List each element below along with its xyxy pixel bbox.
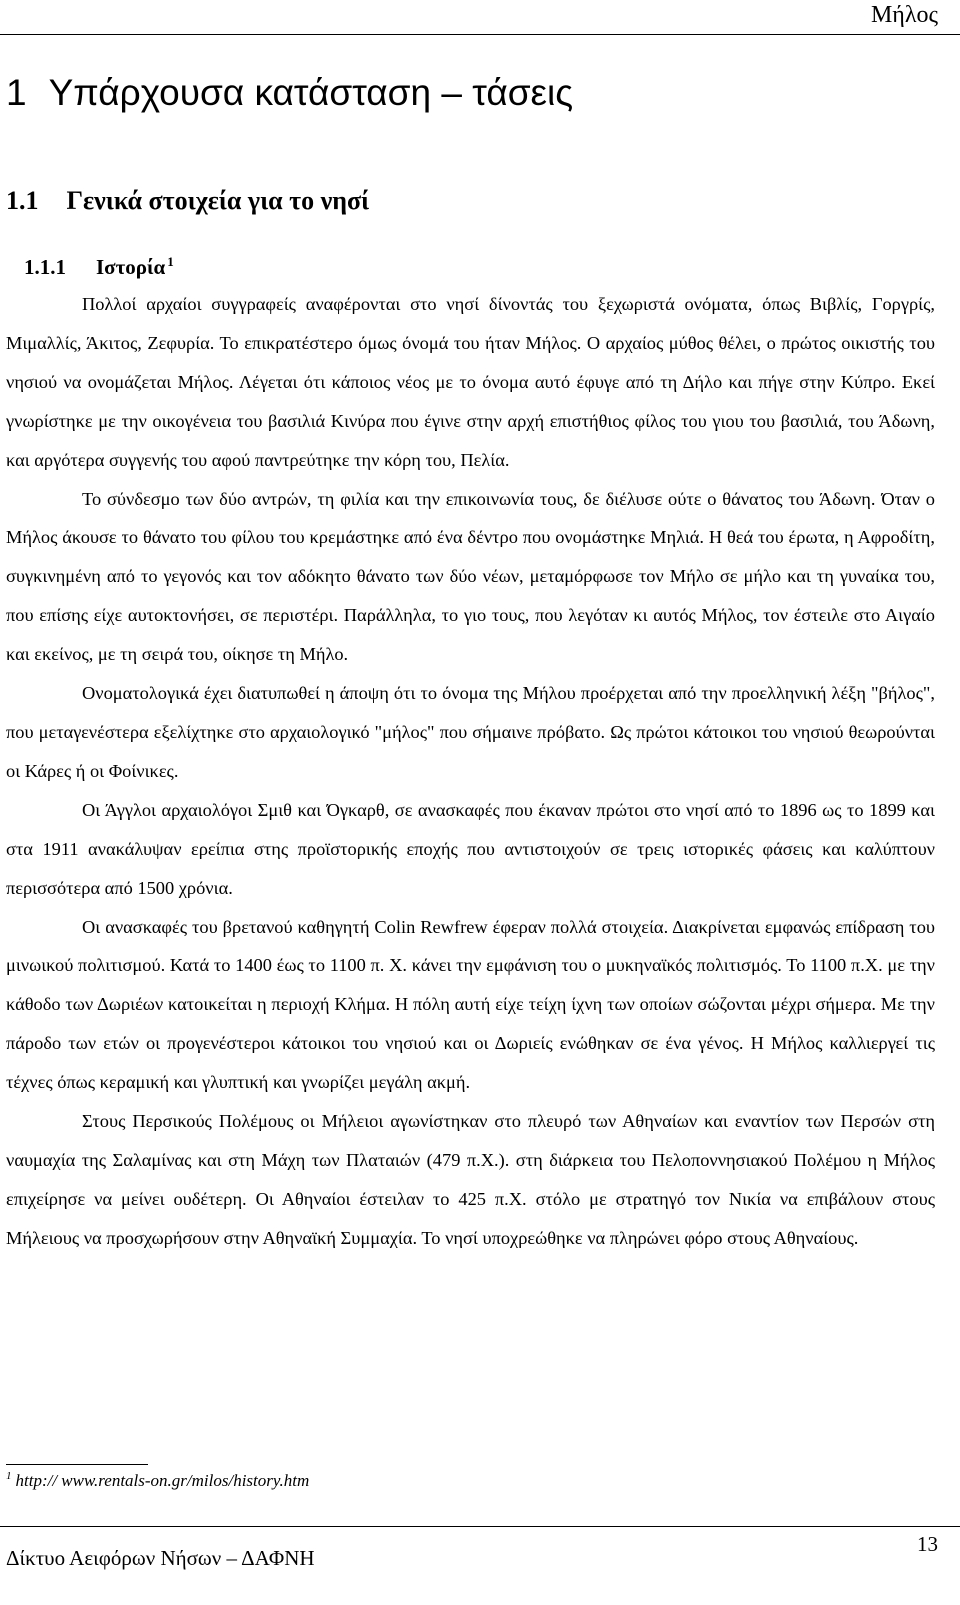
footer-rule [0, 1526, 960, 1527]
page-number: 13 [917, 1532, 938, 1556]
heading-3-text: Ιστορία [96, 255, 166, 279]
section-heading-2 [6, 186, 369, 216]
section-heading-1 [6, 72, 573, 114]
paragraph: Στους Περσικούς Πολέμους οι Μήλειοι αγωνίστηκαν στο πλευρό των Αθηναίων και εναντίον των Περσών στη ναυμαχία της Σαλαμίνας και στη Μάχη των Πλαταιών (479 π.Χ.). στη διάρκεια του Πελοποννησιακού Πολέμου η Μήλος επιχείρησε να μείνει ουδέτερη. Οι Αθηναίοι έστειλαν το 425 π.Χ. στόλο με στρατηγό τον Νικία να επιβάλουν στους Μήλειους να προσχωρήσουν στην Αθηναϊκή Συμμαχία. Το νησί υποχρεώθηκε να πληρώνει φόρο στους Αθηναίους. [6, 1111, 935, 1248]
body-text [6, 285, 935, 1258]
header-rule [0, 34, 960, 35]
paragraph: Ονοματολογικά έχει διατυπωθεί η άποψη ότι το όνομα της Μήλου προέρχεται από την προελληνική λέξη "βήλος", που μεταγενέστερα εξελίχτηκε στο αρχαιολογικό "μήλος" που σήμαινε πρόβατο. Ως πρώτοι κάτοικοι του νησιού θεωρούνται οι Κάρες ή οι Φοίνικες. [6, 683, 935, 781]
paragraph: Οι Άγγλοι αρχαιολόγοι Σμιθ και Όγκαρθ, σε ανασκαφές που έκαναν πρώτοι στο νησί από το 1896 ως το 1899 και στα 1911 ανακάλυψαν ερείπια στης προϊστορικής εποχής που αντιστοιχούν σε τρεις ιστορικές φάσεις και καλύπτουν περισσότερα από 1500 χρόνια. [6, 799, 935, 898]
footnote-link[interactable]: http:// www.rentals-on.gr/milos/history.htm [15, 1471, 310, 1490]
heading-1-text: Υπάρχουσα κατάσταση – τάσεις [48, 72, 574, 113]
footnote [6, 1470, 309, 1491]
footnote-reference: 1 [167, 254, 174, 269]
heading-2-number: 1.1 [6, 186, 39, 215]
heading-2-text: Γενικά στοιχεία για το νησί [66, 186, 370, 215]
section-heading-3 [24, 254, 174, 280]
paragraph: Το σύνδεσμο των δύο αντρών, τη φιλία και την επικοινωνία τους, δε διέλυσε ούτε ο θάνατος του Άδωνη. Όταν ο Μήλος άκουσε το θάνατο του φίλου του κρεμάστηκε από ένα δέντρο που ονομάστηκε Μηλιά. Η θεά του έρωτα, η Αφροδίτη, συγκινημένη από το γεγονός και τον αδόκητο θάνατο των δύο νέων, μεταμόρφωσε τον Μήλο σε μήλο και τη γυναίκα του, που επίσης είχε αυτοκτονήσει, σε περιστέρι. Παράλληλα, το γιο τους, που λεγόταν κι αυτός Μήλος, τον έστειλε στο Αιγαίο και εκείνος, με τη σειρά του, οίκησε τη Μήλο. [6, 488, 935, 665]
paragraph: Πολλοί αρχαίοι συγγραφείς αναφέρονται στο νησί δίνοντάς του ξεχωριστά ονόματα, όπως Βιβλίς, Γοργρίς, Μιμαλλίς, Άκιτος, Ζεφυρία. Το επικρατέστερο όμως όνομά του ήταν Μήλος. Ο αρχαίος μύθος θέλει, ο πρώτος οικιστής του νησιού να ονομάζεται Μήλος. Λέγεται ότι κάποιος νέος με το όνομα αυτό έφυγε από τη Δήλο και πήγε στην Κύπρο. Εκεί γνωρίστηκε με την οικογένεια του βασιλιά Κινύρα που έγινε στην αρχή επιστήθιος φίλος του γιου του βασιλιά, του Άδωνη, και αργότερα συγγενής του αφού παντρεύτηκε την κόρη του, Πελία. [6, 294, 935, 470]
heading-3-number: 1.1.1 [24, 255, 66, 279]
footnote-number: 1 [6, 1470, 12, 1482]
footer-text: Δίκτυο Αειφόρων Νήσων – ΔΑΦΝΗ [6, 1546, 315, 1570]
footnote-rule [6, 1464, 148, 1465]
heading-1-number: 1 [6, 72, 27, 113]
paragraph: Οι ανασκαφές του βρετανού καθηγητή Colin Rewfrew έφεραν πολλά στοιχεία. Διακρίνεται εμφανώς επίδραση του μινωικού πολιτισμού. Κατά το 1400 έως το 1100 π. Χ. κάνει την εμφάνιση του ο μυκηναϊκός πολιτισμός. Το 1100 π.Χ. με την κάθοδο των Δωριέων κατοικείται η περιοχή Κλήμα. Η πόλη αυτή είχε τείχη ίχνη των οποίων σώζονται μέχρι σήμερα. Με την πάροδο των ετών οι προγενέστεροι κάτοικοι του νησιού και οι Δωριείς ενώθηκαν σε ένα γένος. Η Μήλος καλλιεργεί τις τέχνες όπως κεραμική και γλυπτική και γνωρίζει μεγάλη ακμή. [6, 916, 935, 1093]
running-header-title: Μήλος [870, 2, 938, 28]
